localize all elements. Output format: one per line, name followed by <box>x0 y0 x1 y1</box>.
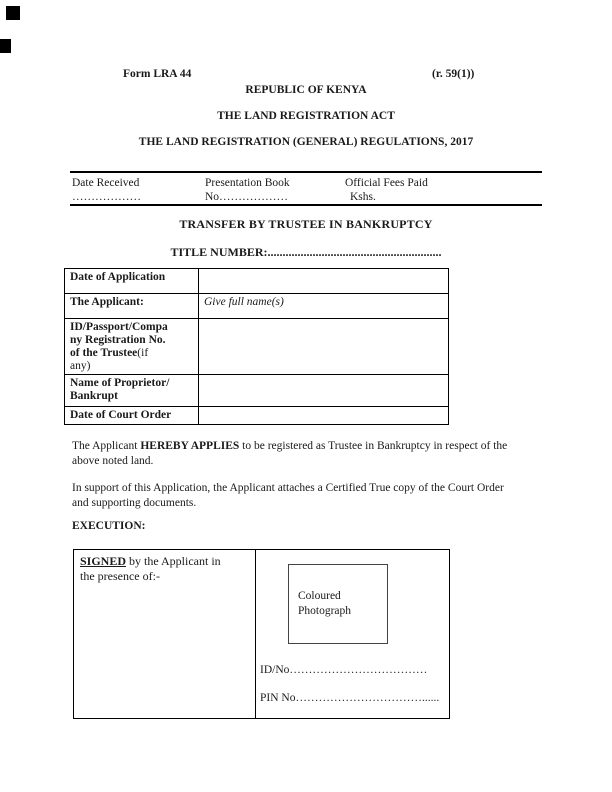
photo-and-ids-cell <box>256 550 449 718</box>
row-label-trustee-id: ID/Passport/Compa ny Registration No. of the Trustee(if any) <box>65 319 199 375</box>
row-value-date-of-application <box>199 269 449 294</box>
row-value-applicant: Give full name(s) <box>199 294 449 319</box>
execution-heading: EXECUTION: <box>72 520 146 532</box>
row-value-court-order-date <box>199 407 449 425</box>
date-received-dotted-line: ……………… <box>72 190 141 203</box>
coloured-photograph-box <box>288 564 388 644</box>
official-fees-label: Official Fees Paid <box>345 177 428 189</box>
row-value-trustee-id <box>199 319 449 375</box>
form-title: TRANSFER BY TRUSTEE IN BANKRUPTCY <box>179 217 433 231</box>
regulations-heading: THE LAND REGISTRATION (GENERAL) REGULATIONS, 2017 <box>138 136 474 148</box>
pin-number-dotted-line: PIN No……………………………...... <box>260 692 440 704</box>
official-fees-field <box>345 177 428 204</box>
row-label-court-order-date: Date of Court Order <box>65 407 199 425</box>
id-number-dotted-line: ID/No……………………………… <box>260 664 428 676</box>
scan-artifact-square-top <box>6 6 20 20</box>
date-received-field <box>72 177 141 204</box>
official-fees-currency: Kshs. <box>350 190 376 203</box>
presentation-book-label: Presentation Book <box>205 177 290 189</box>
form-number: Form LRA 44 <box>123 68 192 80</box>
table-row <box>65 269 449 294</box>
coloured-photograph-label: Coloured Photograph <box>298 590 352 617</box>
application-details-table <box>64 268 449 425</box>
date-received-label: Date Received <box>72 177 140 189</box>
row-value-proprietor <box>199 375 449 407</box>
act-heading: THE LAND REGISTRATION ACT <box>217 110 395 122</box>
official-use-strip <box>70 171 542 206</box>
signed-by-cell: SIGNED by the Applicant in the presence of:- <box>74 550 256 718</box>
presentation-book-dotted-line: No……………… <box>205 190 289 203</box>
table-row <box>65 319 449 375</box>
application-statement: The Applicant HEREBY APPLIES to be registered as Trustee in Bankruptcy in respect of the above noted land. <box>72 440 508 467</box>
scan-artifact-square-left <box>0 39 11 53</box>
supporting-documents-statement: In support of this Application, the Applicant attaches a Certified True copy of the Court Order and supporting documents. <box>72 482 504 509</box>
row-label-applicant: The Applicant: <box>65 294 199 319</box>
row-label-proprietor: Name of Proprietor/ Bankrupt <box>65 375 199 407</box>
row-label-date-of-application: Date of Application <box>65 269 199 294</box>
rule-reference: (r. 59(1)) <box>432 68 475 80</box>
table-row <box>65 407 449 425</box>
table-row <box>65 294 449 319</box>
republic-heading: REPUBLIC OF KENYA <box>245 84 367 96</box>
title-number-line: TITLE NUMBER:.......................................................... <box>170 245 442 259</box>
table-row <box>65 375 449 407</box>
presentation-book-field <box>205 177 290 204</box>
execution-block <box>73 549 450 719</box>
